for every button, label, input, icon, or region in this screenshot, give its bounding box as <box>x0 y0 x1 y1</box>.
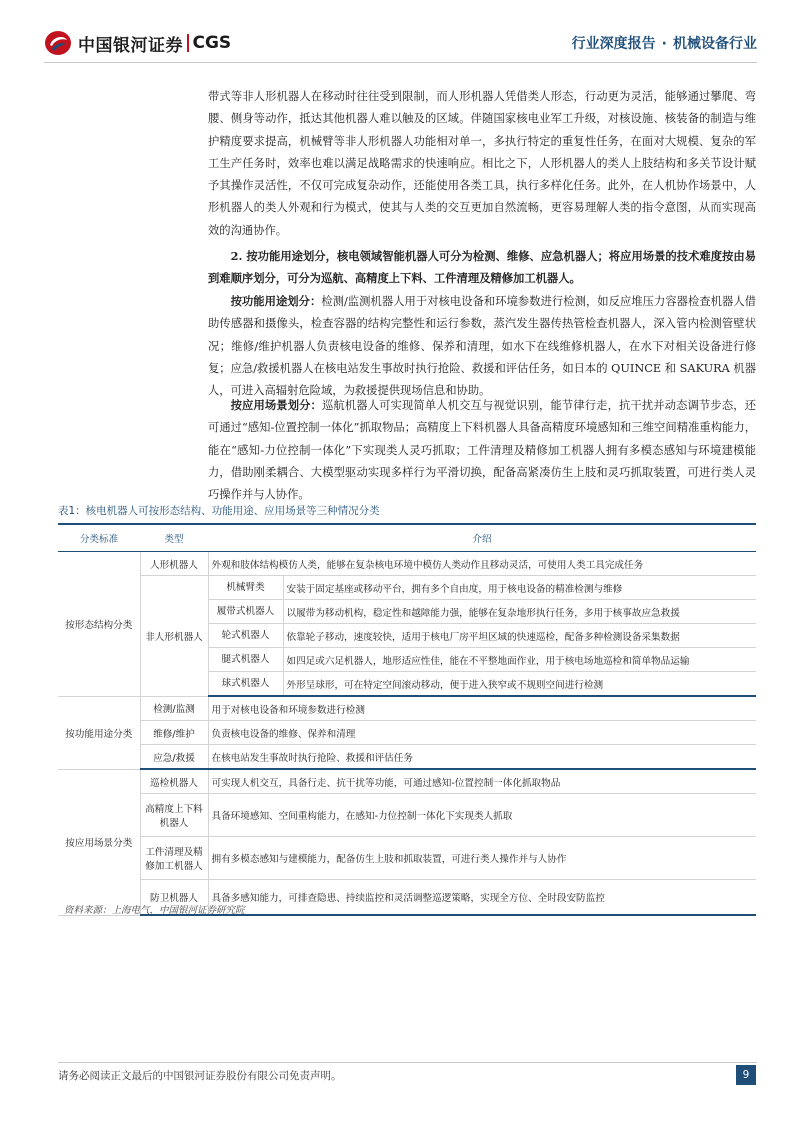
subdesc-cell: 如四足或六足机器人，地形适应性佳，能在不平整地面作业，用于核电场地巡检和简单物品运输 <box>286 655 690 667</box>
desc-cell: 外观和肢体结构模仿人类，能够在复杂核电环境中模仿人类动作且移动灵活，可使用人类工具完成任务 <box>208 552 756 576</box>
header-dot: · <box>661 36 667 52</box>
category-function: 按功能用途分类 <box>58 696 140 769</box>
industry-name: 机械设备行业 <box>673 36 757 52</box>
report-type: 行业深度报告 <box>571 36 656 52</box>
subtype-cell: 腿式机器人 <box>209 648 284 671</box>
paragraph-function-classification <box>208 290 756 402</box>
table-row <box>58 552 756 576</box>
type-cell: 检测/监测 <box>140 696 208 721</box>
brand-logo <box>44 30 231 56</box>
table-row <box>58 769 756 794</box>
subtype-cell: 轮式机器人 <box>209 624 284 647</box>
table-source-note: 资料来源：上海电气，中国银河证券研究院 <box>64 905 245 916</box>
brand-name-en: CGS <box>192 33 232 53</box>
paragraph-classification-heading: 2. 按功能用途划分，核电领域智能机器人可分为检测、维修、应急机器人；将应用场景的技术难度按由易到难顺序划分，可分为巡航、高精度上下料、工件清理及精修加工机器人。 <box>208 249 756 286</box>
header-type: 类型 <box>164 534 184 545</box>
subdesc-cell: 依靠轮子移动，速度较快，适用于核电厂房平坦区域的快速巡检，配备多种检测设备采集数据 <box>286 631 680 643</box>
function-text: 检测/监测机器人用于对核电设备和环境参数进行检测，如反应堆压力容器检查机器人借助传感器和摄像头，检查容器的结构完整性和运行参数，蒸汽发生器传热管检查机器人，深入管内检测管壁状况；维修/维护机器人负责核电设备的维修、保养和清理，如水下在线维修机器人，在水下对相关设备进行修复；应急/救援机器人在核电站发生事故时执行抢险、救援和评估任务，如日本的 QUINCE 和 SAKURA 机器人，可进入高辐射危险域，为救援提供现场信息和协助。 <box>208 295 756 398</box>
robot-classification-table <box>58 523 756 916</box>
desc-cell-sub <box>208 600 756 624</box>
footer-disclaimer: 请务必阅读正文最后的中国银河证券股份有限公司免责声明。 <box>58 1070 342 1082</box>
table-header-row <box>58 524 756 552</box>
type-cell: 维修/维护 <box>140 721 208 745</box>
brand-name-cn: 中国银河证券 <box>78 35 183 56</box>
desc-cell-sub <box>208 648 756 672</box>
brand-separator <box>187 34 189 52</box>
type-cell: 防卫机器人 <box>140 880 208 916</box>
report-category <box>572 33 757 53</box>
desc-cell: 可实现人机交互，具备行走、抗干扰等功能，可通过感知-位置控制一体化抓取物品 <box>208 769 756 794</box>
desc-cell: 在核电站发生事故时执行抢险、救援和评估任务 <box>208 745 756 770</box>
paragraph-scene-classification <box>208 394 756 506</box>
header-divider <box>44 62 757 63</box>
header-type-intro <box>140 524 756 552</box>
table-row <box>58 721 756 745</box>
subtype-cell: 机械臂类 <box>209 576 284 599</box>
subdesc-cell: 以履带为移动机构，稳定性和越障能力强，能够在复杂地形执行任务，多用于核事故应急救援 <box>286 607 680 619</box>
page-header <box>0 0 793 62</box>
desc-cell-sub <box>208 576 756 600</box>
table-row <box>58 696 756 721</box>
scene-lead: 按应用场景划分： <box>230 398 322 412</box>
desc-cell-sub <box>208 624 756 648</box>
subtype-cell: 球式机器人 <box>209 672 284 695</box>
subtype-cell: 履带式机器人 <box>209 600 284 623</box>
type-cell: 应急/救援 <box>140 745 208 770</box>
table-caption: 表1：核电机器人可按形态结构、功能用途、应用场景等三种情况分类 <box>58 505 380 517</box>
scene-text: 巡航机器人可实现简单人机交互与视觉识别，能节律行走，抗干扰并动态调节步态，还可通过“感知-位置控制一体化”抓取物品；高精度上下料机器人具备高精度环境感知和三维空间精准重构能力，能在“感知-力位控制一体化”下实现类人灵巧抓取；工件清理及精修加工机器人拥有多模态感知与环境建模能力，借助刚柔耦合、大模型驱动实现多样行为平滑切换，配备高紧凑仿生上肢和灵巧抓取装置，可进行类人灵巧操作并与人协作。 <box>208 399 756 502</box>
type-cell: 巡检机器人 <box>140 769 208 794</box>
page-number: 9 <box>736 1065 756 1085</box>
type-cell: 高精度上下料机器人 <box>140 794 208 837</box>
header-intro: 介绍 <box>472 534 492 545</box>
table-row <box>58 837 756 880</box>
paragraph-humanoid-advantages: 带式等非人形机器人在移动时往往受到限制，而人形机器人凭借类人形态，行动更为灵活，能够通过攀爬、弯腰、侧身等动作，抵达其他机器人难以触及的区域。伴随国家核电业军工升级，对核设施、核装备的制造与维护精度要求提高，机械臂等非人形机器人功能相对单一，多执行特定的重复性任务，在面对大规模、复杂的军工生产任务时，效率也难以满足战略需求的快速响应。相比之下，人形机器人的类人上肢结构和多关节设计赋予其操作灵活性，不仅可完成复杂动作，还能使用各类工具，执行多样化任务。此外，在人机协作场景中，人形机器人的类人外观和行为模式，使其与人类的交互更加自然流畅，更容易理解人类的指令意图，从而实现高效的沟通协作。 <box>208 90 756 237</box>
desc-cell-sub <box>208 672 756 697</box>
function-lead: 按功能用途划分： <box>230 294 322 308</box>
category-form: 按形态结构分类 <box>58 552 140 697</box>
footer-divider <box>58 1062 757 1063</box>
desc-cell: 拥有多模态感知与建模能力，配备仿生上肢和抓取装置，可进行类人操作并与人协作 <box>208 837 756 880</box>
table-row <box>58 576 756 600</box>
subdesc-cell: 外形呈球形，可在特定空间滚动移动，便于进入狭窄或不规则空间进行检测 <box>286 679 604 691</box>
table-row <box>58 745 756 770</box>
desc-cell: 负责核电设备的维修、保养和清理 <box>208 721 756 745</box>
type-cell: 人形机器人 <box>140 552 208 576</box>
table-row <box>58 794 756 837</box>
type-cell: 工件清理及精修加工机器人 <box>140 837 208 880</box>
desc-cell: 用于对核电设备和环境参数进行检测 <box>208 696 756 721</box>
type-non-humanoid: 非人形机器人 <box>140 576 208 697</box>
galaxy-logo-icon <box>44 30 72 56</box>
header-category: 分类标准 <box>58 524 140 552</box>
subdesc-cell: 安装于固定基座或移动平台，拥有多个自由度，用于核电设备的精准检测与维修 <box>286 583 623 595</box>
category-scene: 按应用场景分类 <box>58 769 140 915</box>
desc-cell: 具备环境感知、空间重构能力，在感知-力位控制一体化下实现类人抓取 <box>208 794 756 837</box>
desc-cell: 具备多感知能力，可排查隐患、持续监控和灵活调整巡逻策略，实现全方位、全时段安防监控 <box>208 880 756 916</box>
